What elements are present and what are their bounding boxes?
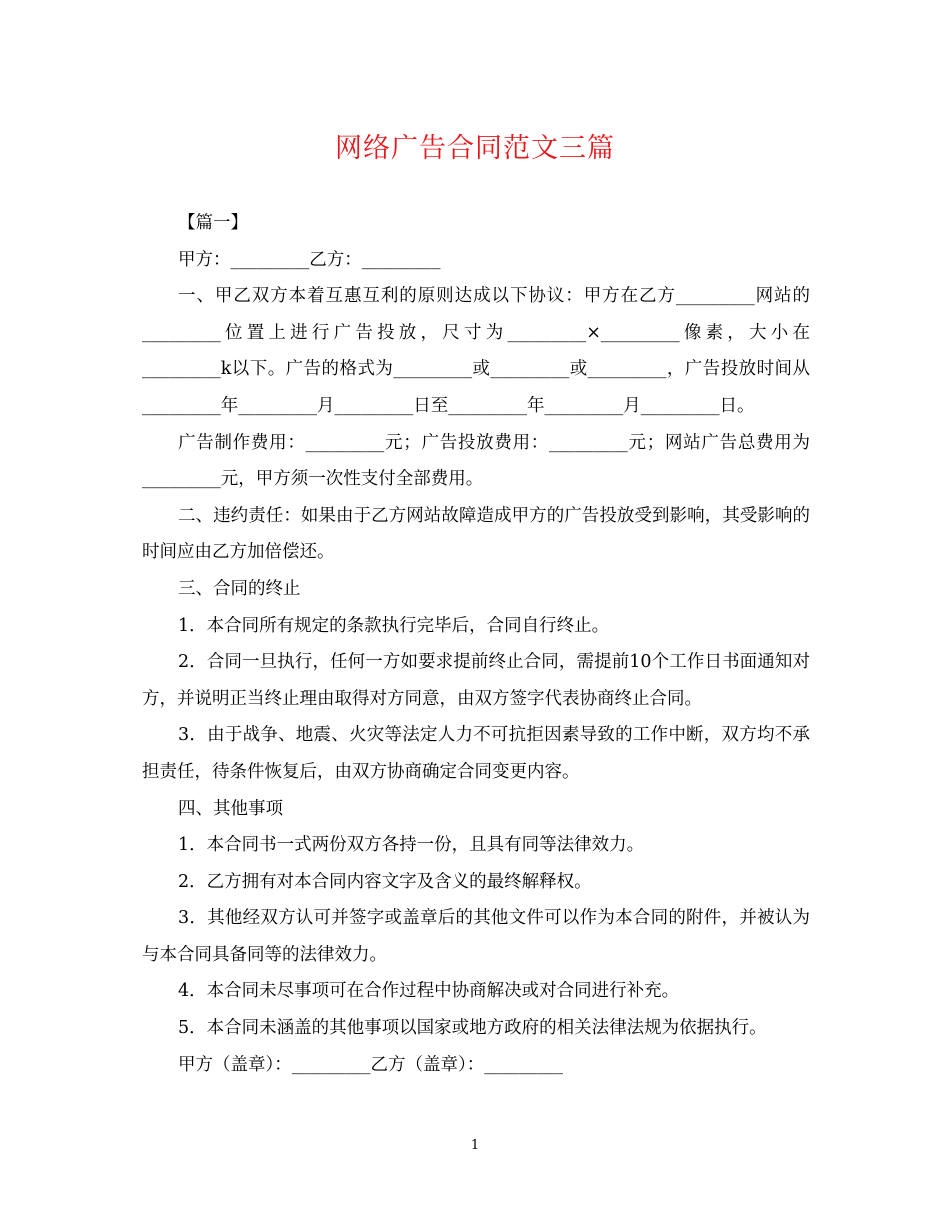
document-body [142,205,810,1083]
document-title: 网络广告合同范文三篇 [335,133,615,164]
page-number: 1 [470,1138,480,1153]
other-item-3: 3．其他经双方认可并签字或盖章后的其他文件可以作为本合同的附件，并被认为与本合同具备同等的法律效力。 [142,908,810,965]
other-item-2: 2．乙方拥有对本合同内容文字及含义的最终解释权。 [178,871,592,892]
other-item-4: 4．本合同未尽事项可在合作过程中协商解决或对合同进行补充。 [178,981,680,1002]
other-item-5: 5．本合同未涵盖的其他事项以国家或地方政府的相关法律法规为依据执行。 [178,1018,767,1039]
clause-three-heading: 三、合同的终止 [178,578,301,599]
signature-line: 甲方（盖章）：_________乙方（盖章）：_________ [178,1054,563,1075]
termination-item-3: 3．由于战争、地震、火灾等法定人力不可抗拒因素导致的工作中断，双方均不承担责任，待条件恢复后，由双方协商确定合同变更内容。 [142,725,810,782]
termination-item-2: 2．合同一旦执行，任何一方如要求提前终止合同，需提前10个工作日书面通知对方，并说明正当终止理由取得对方同意，由双方签字代表协商终止合同。 [142,652,810,709]
other-item-1: 1．本合同书一式两份双方各持一份，且具有同等法律效力。 [178,835,645,856]
section-heading-part-one: 【篇一】 [178,213,248,233]
parties-line: 甲方：_________乙方：_________ [178,249,441,270]
termination-item-1: 1．本合同所有规定的条款执行完毕后，合同自行终止。 [178,615,610,636]
clause-one-agreement: 一、甲乙双方本着互惠互利的原则达成以下协议：甲方在乙方_________网站的_________位置上进行广告投放，尺寸为_________×_________像素，大小在_________k以下。广告的格式为_________或_________或_________，广告投放时间从_________年_________月_________日至_________年_________月_________日。 [142,286,810,416]
clause-two-liability: 二、违约责任：如果由于乙方网站故障造成甲方的广告投放受到影响，其受影响的时间应由乙方加倍偿还。 [142,505,810,563]
fees-paragraph: 广告制作费用：_________元；广告投放费用：_________元；网站广告总费用为_________元，甲方须一次性支付全部费用。 [142,432,810,490]
clause-four-heading: 四、其他事项 [178,798,283,819]
